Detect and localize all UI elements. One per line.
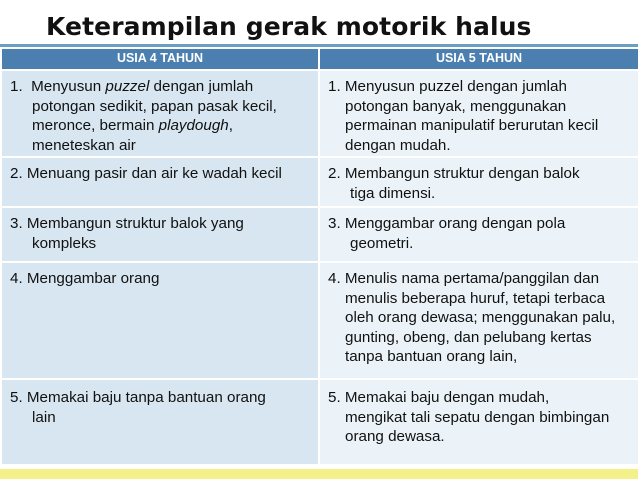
cell-age-4: [1, 262, 319, 379]
cell-text: mengikat tali sepatu dengan bimbingan: [345, 408, 610, 426]
cell-age-4: [1, 379, 319, 465]
cell-age-5: [319, 207, 638, 262]
cell-age-5: [319, 379, 638, 465]
table-row: [1, 157, 638, 207]
cell-text: orang dewasa.: [345, 428, 445, 445]
cell-text: 4. Menulis nama pertama/panggilan dan: [328, 270, 600, 287]
motor-skills-table: [0, 47, 638, 466]
cell-text: gunting, obeng, dan pelubang kertas: [345, 328, 592, 346]
cell-text: ,: [228, 117, 233, 134]
table-header-row: [1, 48, 638, 70]
slide-title: Keterampilan gerak motorik halus: [46, 12, 532, 41]
column-header-age-4: USIA 4 TAHUN: [1, 48, 319, 70]
cell-text-line: [10, 116, 318, 136]
cell-age-5: [319, 157, 638, 207]
cell-text-italic: playdough: [158, 117, 229, 134]
cell-age-4: [1, 157, 319, 207]
cell-text: potongan sedikit, papan pasak kecil,: [32, 97, 277, 115]
cell-text: meneteskan air: [32, 136, 136, 154]
footer-band: [0, 469, 638, 479]
cell-text: tanpa bantuan orang lain,: [345, 348, 518, 365]
cell-text: geometri.: [350, 234, 414, 252]
cell-text: 5. Memakai baju dengan mudah,: [328, 389, 550, 406]
cell-age-4: [1, 70, 319, 157]
table-row: [1, 70, 638, 157]
cell-text: 3. Membangun struktur balok yang: [10, 215, 244, 232]
cell-text: 2. Menuang pasir dan air ke wadah kecil: [10, 165, 282, 182]
cell-text: kompleks: [32, 234, 97, 252]
cell-text: menulis beberapa huruf, tetapi terbaca: [345, 289, 606, 307]
cell-text: dengan jumlah: [149, 78, 254, 95]
cell-text: meronce, bermain: [32, 117, 159, 134]
cell-age-4: [1, 207, 319, 262]
cell-text: permainan manipulatif berurutan kecil: [345, 117, 599, 134]
cell-text: 1. Menyusun puzzel dengan jumlah: [328, 78, 567, 95]
cell-text: potongan banyak, menggunakan: [345, 97, 567, 115]
column-header-age-5: USIA 5 TAHUN: [319, 48, 638, 70]
cell-text: 5. Memakai baju tanpa bantuan orang: [10, 389, 266, 406]
cell-text: dengan mudah.: [345, 136, 451, 154]
table-row: [1, 262, 638, 379]
cell-age-5: [319, 262, 638, 379]
table-row: [1, 379, 638, 465]
cell-age-5: [319, 70, 638, 157]
cell-text: 2. Membangun struktur dengan balok: [328, 165, 580, 182]
cell-text: oleh orang dewasa; menggunakan palu,: [345, 309, 616, 326]
cell-text-italic: puzzel: [105, 78, 150, 95]
item-number: 1.: [10, 78, 23, 95]
cell-text: tiga dimensi.: [350, 184, 436, 202]
cell-text: Menyusun: [31, 78, 106, 95]
cell-text: 3. Menggambar orang dengan pola: [328, 215, 566, 232]
cell-text: 4. Menggambar orang: [10, 270, 160, 287]
cell-text: lain: [32, 408, 56, 426]
table-row: [1, 207, 638, 262]
